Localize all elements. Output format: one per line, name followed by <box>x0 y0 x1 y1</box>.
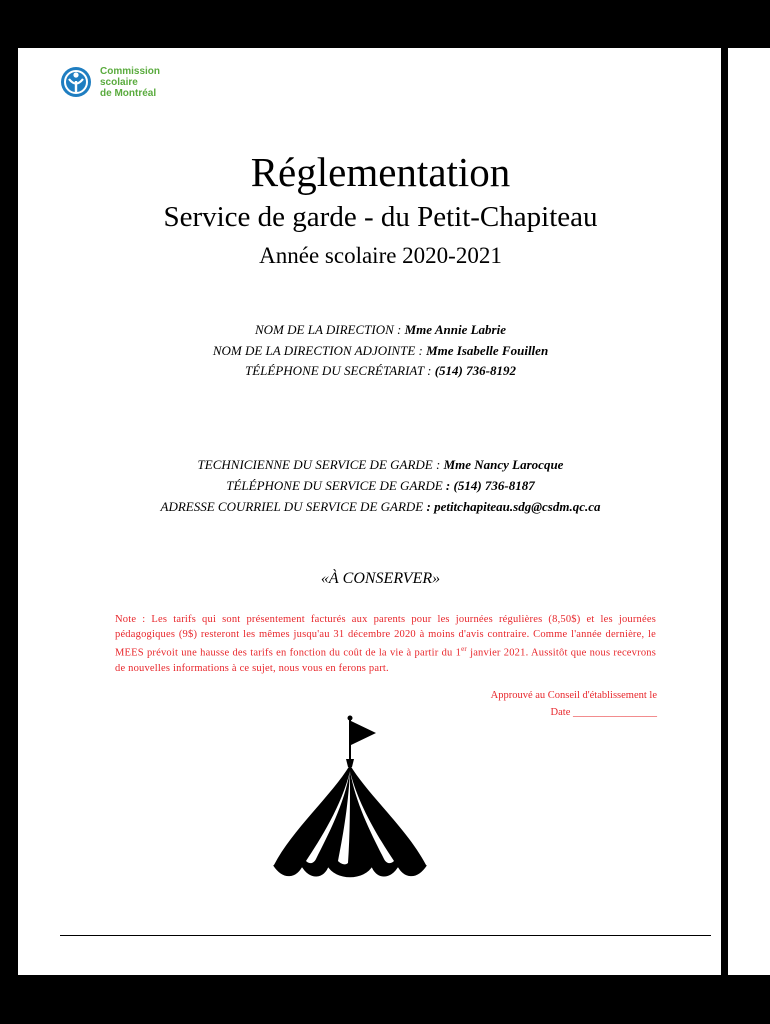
secretariat-phone-value: (514) 736-8192 <box>434 363 516 378</box>
keep-notice: «À CONSERVER» <box>320 570 441 587</box>
assistant-direction-line <box>40 343 721 359</box>
service-email-line <box>40 499 721 515</box>
assistant-direction-value: Mme Isabelle Fouillen <box>426 343 549 358</box>
service-email-value: : petitchapiteau.sdg@csdm.qc.ca <box>426 499 601 514</box>
document-title: Réglementation <box>250 149 511 195</box>
fee-note-text-2: janvier 2021. Aussitôt que nous recevrons de nouvelles informations à ce sujet, nous vous en ferons part. <box>115 647 656 674</box>
approval-line: Approuvé au Conseil d'établissement le <box>490 690 657 701</box>
right-margin <box>721 0 770 1024</box>
csdm-logo-icon <box>60 66 92 98</box>
fee-note-text-1: Note : Les tarifs qui sont présentement facturés aux parents pour les journées régulières (8,50$) et les journées pédagogiques (9$) resteront les mêmes jusqu'au 31 décembre 2020 à moins d'avis contraire. Comme l'année dernière, le MEES prévoit une hausse des tarifs en fonction du coût de la vie à partir du 1 <box>115 614 656 659</box>
technician-label: TECHNICIENNE DU SERVICE DE GARDE : <box>197 457 444 472</box>
approval-date-line: Date ________________ <box>550 707 657 718</box>
school-year: Année scolaire 2020-2021 <box>259 243 502 268</box>
fee-note-superscript: er <box>461 645 467 653</box>
footer-rule <box>60 935 711 936</box>
assistant-direction-label: NOM DE LA DIRECTION ADJOINTE : <box>212 343 427 358</box>
service-phone-value: : (514) 736-8187 <box>445 478 535 493</box>
approval-block <box>491 687 657 721</box>
logo-line-1: Commission <box>100 66 161 77</box>
service-email-label: ADRESSE COURRIEL DU SERVICE DE GARDE <box>160 499 427 514</box>
fee-note <box>115 612 656 676</box>
csdm-logo <box>60 66 160 99</box>
logo-line-2: scolaire <box>100 77 138 88</box>
secretariat-phone-label: TÉLÉPHONE DU SECRÉTARIAT : <box>245 363 435 378</box>
technician-value: Mme Nancy Larocque <box>443 457 564 472</box>
service-phone-line <box>40 478 721 494</box>
left-margin <box>0 0 40 1024</box>
direction-name-label: NOM DE LA DIRECTION : <box>255 322 405 337</box>
technician-line <box>40 457 721 473</box>
service-phone-label: TÉLÉPHONE DU SERVICE DE GARDE <box>226 478 446 493</box>
direction-name-line <box>40 322 721 338</box>
document-page <box>40 48 721 975</box>
direction-name-value: Mme Annie Labrie <box>404 322 506 337</box>
logo-text <box>100 66 160 99</box>
circus-tent-icon <box>272 715 428 935</box>
document-subtitle: Service de garde - du Petit-Chapiteau <box>163 201 598 233</box>
logo-line-3: de Montréal <box>100 88 157 99</box>
secretariat-phone-line <box>40 363 721 379</box>
